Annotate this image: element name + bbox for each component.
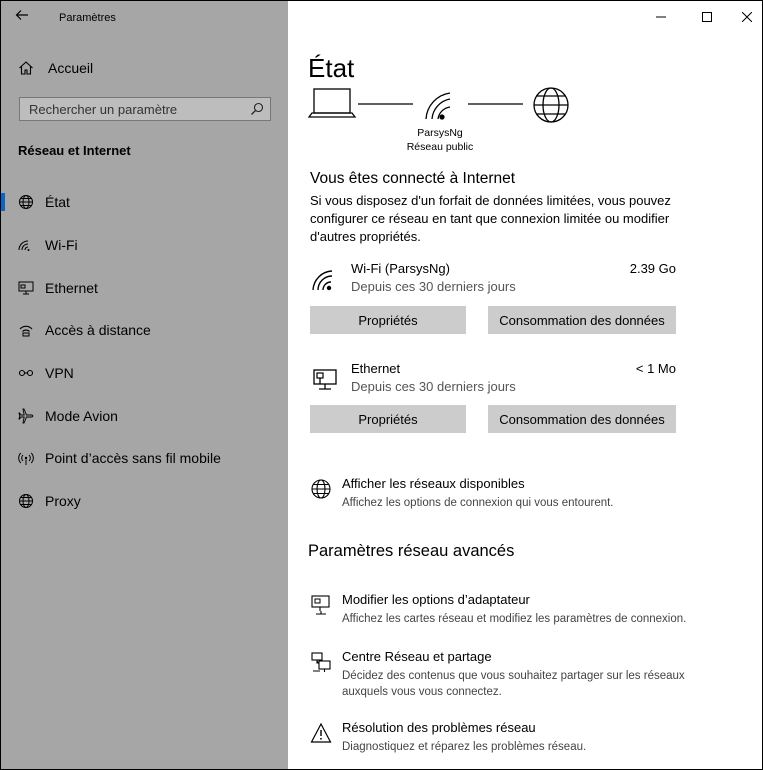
link-description: Affichez les options de connexion qui vous entourent. (342, 497, 614, 509)
search-input[interactable] (20, 98, 249, 120)
link-description: Décidez des contenus que vous souhaitez partager sur les réseaux auxquels vous vous connectez. (342, 670, 685, 698)
network-adapter-icon (310, 594, 332, 616)
network-sharing-icon (310, 651, 332, 673)
laptop-icon (309, 89, 355, 117)
sidebar-item-point-acces[interactable] (1, 437, 288, 480)
active-indicator (1, 193, 5, 211)
advanced-heading: Paramètres réseau avancés (308, 542, 515, 560)
ethernet-properties-button[interactable]: Propriétés (310, 405, 466, 433)
globe-icon (310, 478, 332, 500)
wifi-icon (426, 93, 450, 120)
connection-period: Depuis ces 30 derniers jours (351, 279, 516, 294)
connection-name: Wi-Fi (ParsysNg) (351, 261, 450, 276)
link-title: Résolution des problèmes réseau (342, 720, 536, 735)
back-arrow-icon[interactable] (15, 8, 35, 28)
dialup-icon (18, 322, 34, 338)
status-text: Si vous disposez d'un forfait de données limitées, vous pouvez configurer ce réseau en tant que connexion limitée ou modifier d'autres propriétés. (310, 193, 671, 244)
sidebar-item-mode-avion[interactable] (1, 394, 288, 437)
airplane-icon (18, 408, 34, 424)
connection-name: Ethernet (351, 361, 401, 376)
maximize-icon (702, 12, 712, 22)
window-title: Paramètres (59, 12, 116, 24)
home-link[interactable] (18, 60, 93, 76)
ethernet-data-usage-button[interactable]: Consommation des données (488, 405, 676, 433)
wifi-properties-button[interactable]: Propriétés (310, 306, 466, 334)
sidebar-item-wifi[interactable] (1, 224, 288, 267)
close-button[interactable] (724, 1, 763, 33)
network-type: Réseau public (406, 141, 474, 153)
link-description: Affichez les cartes réseau et modifiez les paramètres de connexion. (342, 613, 687, 625)
hotspot-icon (18, 450, 34, 466)
ethernet-icon (18, 280, 34, 296)
main-panel (288, 1, 762, 769)
connection-usage: 2.39 Go (629, 261, 676, 276)
minimize-button[interactable] (638, 1, 684, 33)
sidebar-item-label: Point d’accès sans fil mobile (45, 450, 221, 467)
search-icon[interactable] (250, 102, 264, 116)
wifi-icon (18, 237, 34, 253)
sidebar-item-label: VPN (45, 365, 74, 382)
home-label: Accueil (48, 60, 94, 76)
search-box[interactable] (19, 97, 271, 121)
wifi-data-usage-button[interactable]: Consommation des données (488, 306, 676, 334)
sidebar-item-label: Wi-Fi (45, 237, 78, 254)
page-title: État (308, 53, 355, 83)
close-icon (742, 12, 752, 22)
link-title: Centre Réseau et partage (342, 649, 492, 664)
link-title: Modifier les options d’adaptateur (342, 592, 530, 607)
sidebar-item-acces-distance[interactable] (1, 309, 288, 352)
sidebar (1, 1, 288, 769)
sidebar-item-label: Accès à distance (45, 322, 151, 339)
link-description: Diagnostiquez et réparez les problèmes réseau. (342, 741, 587, 753)
sidebar-item-ethernet[interactable] (1, 266, 288, 309)
vpn-icon (18, 365, 34, 381)
sidebar-item-etat[interactable] (1, 181, 288, 224)
sidebar-item-label: Mode Avion (45, 407, 118, 424)
globe-icon (18, 194, 34, 210)
sidebar-item-proxy[interactable] (1, 480, 288, 523)
connection-usage: < 1 Mo (635, 361, 676, 376)
home-icon (18, 60, 34, 76)
link-title: Afficher les réseaux disponibles (342, 476, 525, 491)
warning-icon (310, 722, 332, 744)
sidebar-item-vpn[interactable] (1, 352, 288, 395)
globe-icon (18, 493, 34, 509)
network-name: ParsysNg (417, 127, 463, 139)
network-label (388, 126, 492, 154)
minimize-icon (656, 12, 666, 22)
connection-period: Depuis ces 30 derniers jours (351, 379, 516, 394)
sidebar-item-label: Ethernet (45, 279, 98, 296)
globe-icon (534, 88, 568, 122)
ethernet-icon (310, 365, 338, 393)
status-heading: Vous êtes connecté à Internet (310, 170, 516, 187)
wifi-icon (310, 265, 338, 293)
sidebar-item-label: État (45, 194, 70, 211)
sidebar-item-label: Proxy (45, 493, 81, 510)
section-title: Réseau et Internet (18, 143, 131, 158)
sidebar-nav (1, 181, 288, 523)
